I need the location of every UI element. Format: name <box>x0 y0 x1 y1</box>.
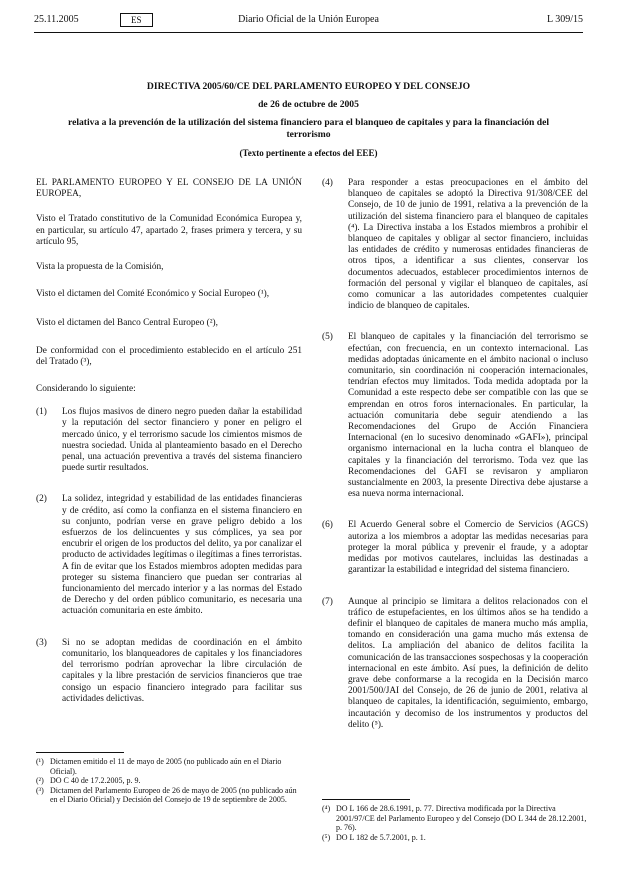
directive-title-block <box>60 81 557 159</box>
directive-subject: relativa a la prevención de la utilización del sistema financiero para el blanqueo de capitales y para la financiación del terrorismo <box>67 117 549 140</box>
recital-number: (2) <box>36 494 47 505</box>
right-footnotes <box>322 804 588 842</box>
eea-relevance: (Texto pertinente a efectos del EEE) <box>239 148 378 158</box>
recital-6 <box>322 520 588 576</box>
recital-number: (3) <box>36 637 47 648</box>
footnote-3: (³) Dictamen del Parlamento Europeo de 26 de mayo de 2005 (no publicado aún en el Diario Oficial) y Decisión del Consejo de 19 de septiembre de 2005. <box>36 785 297 805</box>
footnote-divider <box>322 799 410 800</box>
recital-7 <box>322 597 588 731</box>
recitals-heading: Considerando lo siguiente: <box>36 384 136 395</box>
recital-5 <box>322 332 588 500</box>
directive-date: de 26 de octubre de 2005 <box>258 99 359 110</box>
right-column <box>322 178 588 731</box>
recital-text: Los flujos masivos de dinero negro pueden dañar la estabilidad y la reputación del sector financiero y poner en peligro el mercado único, y el terrorismo sacude los cimientos mismos de nuestra sociedad. Unida al planteamiento basado en el Derecho penal, una actuación preventiva a través del sistema financiero puede surtir resultados. <box>62 407 302 474</box>
recital-text: El Acuerdo General sobre el Comercio de Servicios (AGCS) autoriza a los miembros a adoptar las medidas necesarias para proteger la moral pública y prevenir el fraude, y a adoptar medidas por motivos cautelares, incluidas las destinadas a garantizar la estabilidad e integridad del sistema financiero. <box>348 520 588 576</box>
journal-title: Diario Oficial de la Unión Europea <box>238 14 379 25</box>
footnote-4: (⁴) DO L 166 de 28.6.1991, p. 77. Directiva modificada por la Directiva 2001/97/CE del Parlamento Europeo y del Consejo (DO L 344 de 28.12.2001, p. 76). <box>322 804 587 833</box>
header-divider <box>34 32 583 33</box>
recital-2 <box>36 494 302 617</box>
recital-text: La solidez, integridad y estabilidad de las entidades financieras y de crédito, así como la confianza en el sistema financiero en su conjunto, podrían verse en grave peligro debido a los esfuerzos de los delincuentes y sus cómplices, ya sea por encubrir el origen de los productos del delito, ya por canalizar el producto de actividades legítimas o ilegítimas a fines terroristas. A fin de evitar que los Estados miembros adopten medidas para proteger su sistema financiero que puedan ser contrarias al funcionamiento del mercado interior y a las normas del Estado de Derecho y del orden público comunitario, es necesaria una actuación comunitaria en este ámbito. <box>62 494 302 617</box>
footnote-2: (²) DO C 40 de 17.2.2005, p. 9. <box>36 776 141 786</box>
page-header <box>34 14 583 30</box>
directive-title: DIRECTIVA 2005/60/CE DEL PARLAMENTO EUROPEO Y DEL CONSEJO <box>146 81 471 92</box>
left-footnotes <box>36 757 302 805</box>
citation-treaty: Visto el Tratado constitutivo de la Comunidad Económica Europea y, en particular, su artículo 47, apartado 2, frases primera y tercera, y su artículo 95, <box>36 214 302 247</box>
recital-number: (6) <box>322 520 333 531</box>
publication-date: 25.11.2005 <box>34 14 79 25</box>
left-column <box>36 178 302 705</box>
recital-number: (5) <box>322 332 333 343</box>
recital-number: (7) <box>322 596 333 607</box>
preamble-intro: EL PARLAMENTO EUROPEO Y EL CONSEJO DE LA UNIÓN EUROPEA, <box>36 178 302 200</box>
footnote-divider <box>36 752 124 753</box>
page-reference: L 309/15 <box>546 14 583 25</box>
recital-4 <box>322 178 588 312</box>
recital-number: (1) <box>36 407 47 418</box>
citation-ecosoc: Visto el dictamen del Comité Económico y Social Europeo (¹), <box>36 289 270 300</box>
recital-number: (4) <box>322 178 333 188</box>
footnote-1: (¹) Dictamen emitido el 11 de mayo de 2005 (no publicado aún en el Diario Oficial). <box>36 757 282 776</box>
citation-proposal: Vista la propuesta de la Comisión, <box>36 262 164 273</box>
recital-text: Si no se adoptan medidas de coordinación en el ámbito comunitario, los blanqueadores de capitales y los financiadores del terrorismo podrían aprovechar la libre circulación de capitales y la libre prestación de servicios financieros que trae consigo un espacio financiero integrado para facilitar sus actividades delictivas. <box>62 637 302 704</box>
recital-text: El blanqueo de capitales y la financiación del terrorismo se efectúan, con frecuencia, en un contexto internacional. Las medidas adoptadas únicamente en el ámbito nacional o incluso comunitario, sin coordinación ni cooperación internacionales, tendrían efectos muy limitados. Toda medida adoptada por la Comunidad a este respecto debe ser compatible con las que se emprendan en otros foros internacionales. En particular, la actuación comunitaria debe seguir atendiendo a las Recomendaciones del Grupo de Acción Financiera Internacional (en lo sucesivo denominado «GAFI»), principal organismo internacional en la lucha contra el blanqueo de capitales y la financiación del terrorismo. Toda vez que las Recomendaciones del GAFI se revisaron y ampliaron sustancialmente en 2003, la presente Directiva debe ajustarse a esa nueva norma internacional. <box>348 332 588 500</box>
citation-procedure: De conformidad con el procedimiento establecido en el artículo 251 del Tratado (³), <box>36 345 302 367</box>
recital-3 <box>36 638 302 705</box>
recital-text: Aunque al principio se limitara a delitos relacionados con el tráfico de estupefacientes, en los últimos años se ha tendido a definir el blanqueo de capitales de manera mucho más amplia, tomando en consideración una gama mucho más extensa de delitos. La ampliación del abanico de delitos facilita la comunicación de las transacciones sospechosas y la cooperación internacional en este ámbito. Así pues, la definición de delito grave debe conformarse a la recogida en la Decisión marco 2001/500/JAI del Consejo, de 26 de junio de 2001, relativa al blanqueo de capitales, la identificación, seguimiento, embargo, incautación y decomiso de los instrumentos y productos del delito (⁵). <box>348 596 588 730</box>
footnote-5: (⁵) DO L 182 de 5.7.2001, p. 1. <box>322 832 426 842</box>
citation-ecb: Visto el dictamen del Banco Central Europeo (²), <box>36 318 218 329</box>
language-badge: ES <box>120 13 153 27</box>
recital-1 <box>36 407 302 474</box>
recital-text: Para responder a estas preocupaciones en el ámbito del blanqueo de capitales se adoptó la Directiva 91/308/CEE del Consejo, de 10 de junio de 1991, relativa a la prevención de la utilización del sistema financiero para el blanqueo de capitales (⁴). La Directiva instaba a los Estados miembros a prohibir el blanqueo de capitales y obligar al sector financiero, incluidas las entidades de crédito y numerosas entidades financieras de otros tipos, a identificar a sus clientes, conservar los documentos adecuados, establecer procedimientos internos de formación del personal y vigilar el blanqueo de capitales, así como comunicar a las autoridades competentes cualquier indicio de blanqueo de capitales. <box>348 178 588 312</box>
